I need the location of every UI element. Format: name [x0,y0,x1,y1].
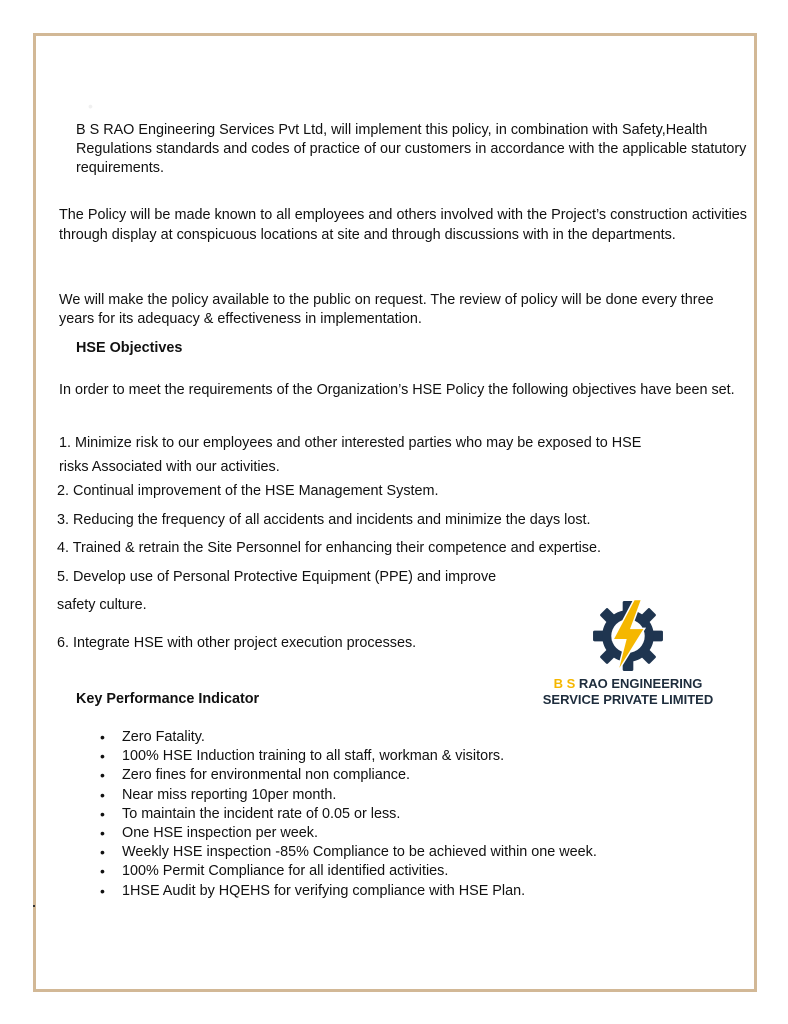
logo-line-1 [530,676,726,691]
objective-1-line-2: risks Associated with our activities. [59,459,280,475]
kpi-item: • Weekly HSE inspection -85% Compliance to be achieved within one week. [78,843,597,862]
intro-commitment: B S RAO Engineering Services Pvt Ltd, will implement this policy, in combination with Safety,Health Regulations standards and codes of practice of our customers in accordance with the applicable statutory requirements. [76,122,747,176]
objective-2: 2. Continual improvement of the HSE Management System. [57,483,439,499]
kpi-item: • 100% Permit Compliance for all identified activities. [78,862,597,881]
kpi-item: • Zero Fatality. [78,728,597,747]
policy-awareness: The Policy will be made known to all employees and others involved with the Project’s construction activities through display at conspicuous locations at site and through discussions with in the departments. [59,207,747,243]
objective-5-line-1: 5. Develop use of Personal Protective Equipment (PPE) and improve [57,569,497,585]
objective-4: 4. Trained & retrain the Site Personnel for enhancing their competence and expertise. [57,540,601,556]
kpi-item: • One HSE inspection per week. [78,824,597,843]
kpi-item: • Zero fines for environmental non compliance. [78,766,597,785]
kpi-item: • To maintain the incident rate of 0.05 or less. [78,805,597,824]
kpi-item: • 100% HSE Induction training to all staff, workman & visitors. [78,747,597,766]
kpi-item: • Near miss reporting 10per month. [78,786,597,805]
objective-6: 6. Integrate HSE with other project execution processes. [57,635,417,651]
logo-line-1-text: RAO ENGINEERING [575,676,703,691]
kpi-heading: Key Performance Indicator [76,691,260,707]
stray-mark [33,905,35,907]
objectives-intro: In order to meet the requirements of the Organization’s HSE Policy the following objectives have been set. [59,382,735,398]
kpi-item: • 1HSE Audit by HQEHS for verifying compliance with HSE Plan. [78,882,597,901]
objectives-heading: HSE Objectives [76,340,183,356]
logo-prefix: B S [553,676,576,691]
objective-5-line-2: safety culture. [57,597,147,613]
objective-3: 3. Reducing the frequency of all accidents and incidents and minimize the days lost. [57,512,591,528]
policy-review: We will make the policy available to the public on request. The review of policy will be done every three years for its adequacy & effectiveness in implementation. [59,292,714,327]
objective-1-line-1: 1. Minimize risk to our employees and other interested parties who may be exposed to HSE [59,435,642,451]
faded-mark: • [88,98,93,114]
gear-bolt-icon [590,598,666,674]
kpi-list [78,728,597,901]
logo-line-2: SERVICE PRIVATE LIMITED [542,692,714,707]
